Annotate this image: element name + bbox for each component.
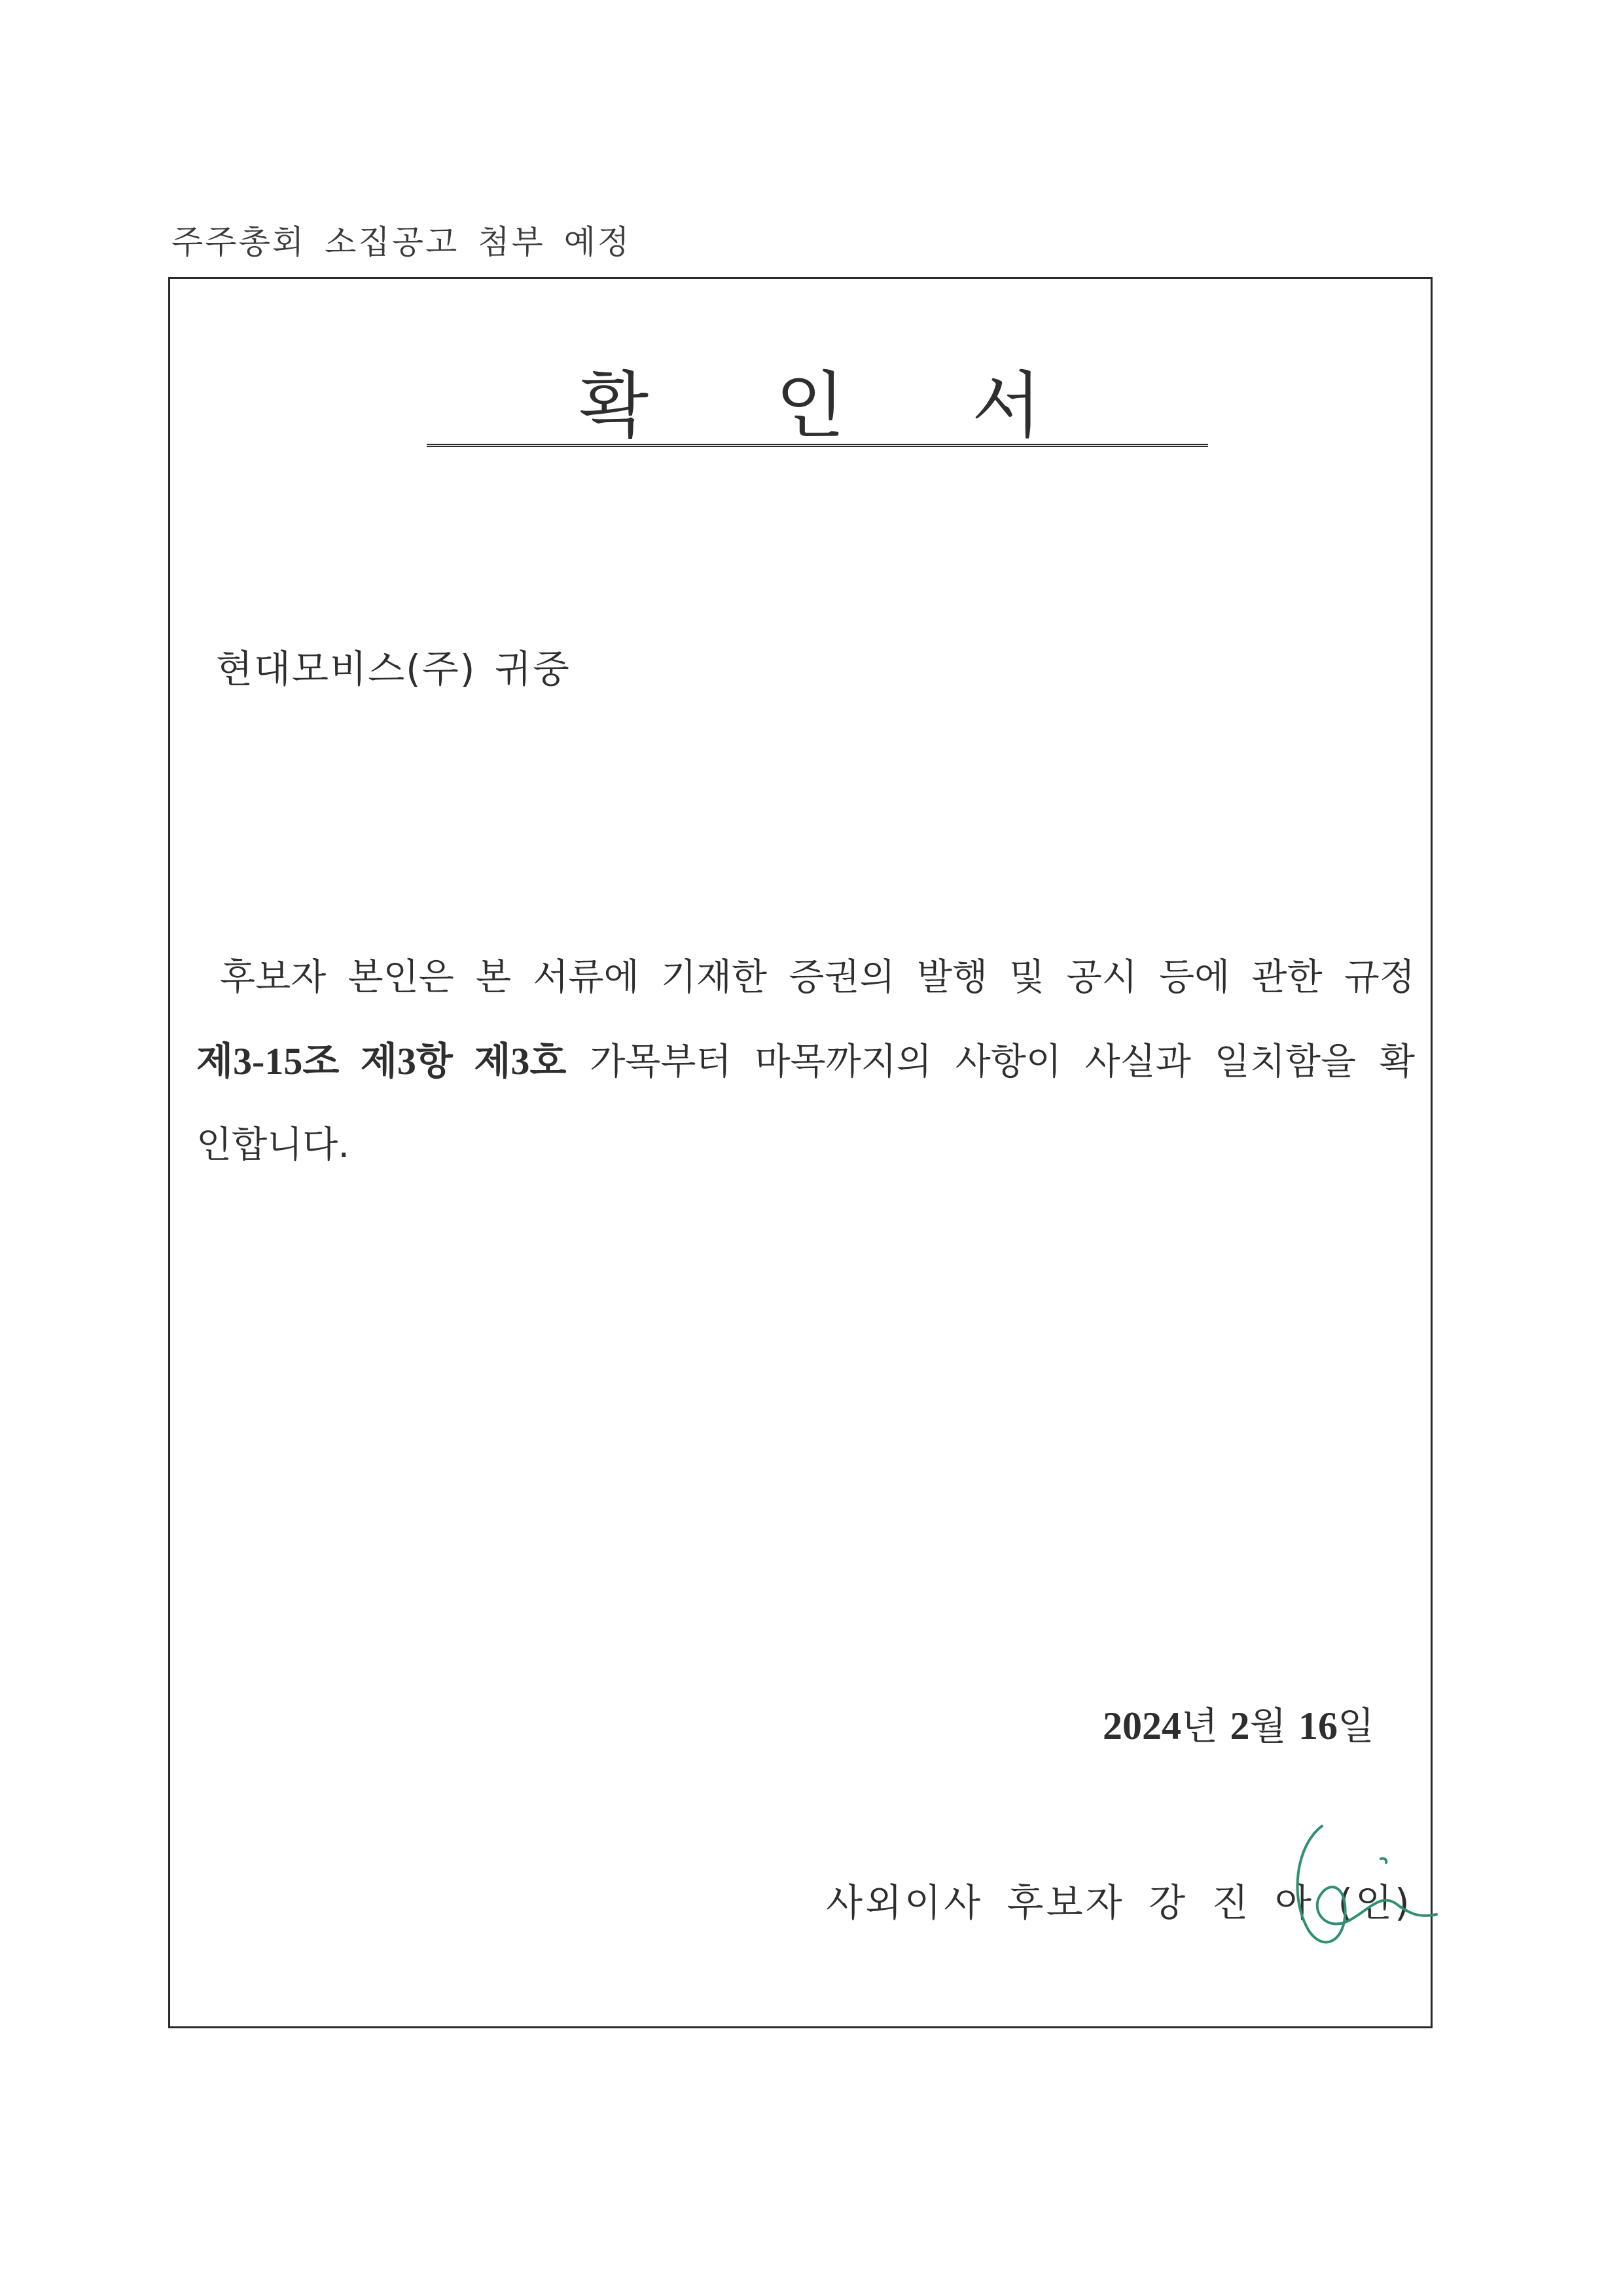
title-underline: [427, 444, 1208, 447]
date-day-unit: 일: [1337, 1704, 1374, 1748]
body-line-2-rest: 가목부터 마목까지의 사항이 사실과 일치함을 확: [590, 1041, 1415, 1083]
handwritten-signature-icon: [1283, 1806, 1440, 1957]
body-line-1: 후보자 본인은 본 서류에 기재한 증권의 발행 및 공시 등에 관한 규정: [220, 956, 1415, 999]
document-date: [1103, 1695, 1374, 1750]
body-text: [196, 936, 1415, 1187]
date-year: 2024: [1103, 1704, 1182, 1748]
document-title: [0, 364, 1623, 448]
date-month-unit: 월: [1249, 1704, 1287, 1748]
date-day: 16: [1298, 1704, 1338, 1748]
date-year-unit: 년: [1181, 1704, 1219, 1748]
title-char-2: 인: [775, 364, 846, 448]
regulation-reference: 제3-15조 제3항 제3호: [196, 1040, 567, 1083]
date-month: 2: [1230, 1704, 1250, 1748]
header-note: 주주총회 소집공고 첨부 예정: [171, 223, 632, 261]
title-char-1: 확: [579, 364, 649, 448]
signature-line: 사외이사 후보자 강 진 아 (인): [826, 1880, 1412, 1925]
title-char-3: 서: [971, 364, 1042, 448]
recipient: 현대모비스(주) 귀중: [216, 647, 571, 691]
body-line-3: 인합니다.: [196, 1124, 350, 1166]
body-line-2: [196, 1020, 1415, 1103]
